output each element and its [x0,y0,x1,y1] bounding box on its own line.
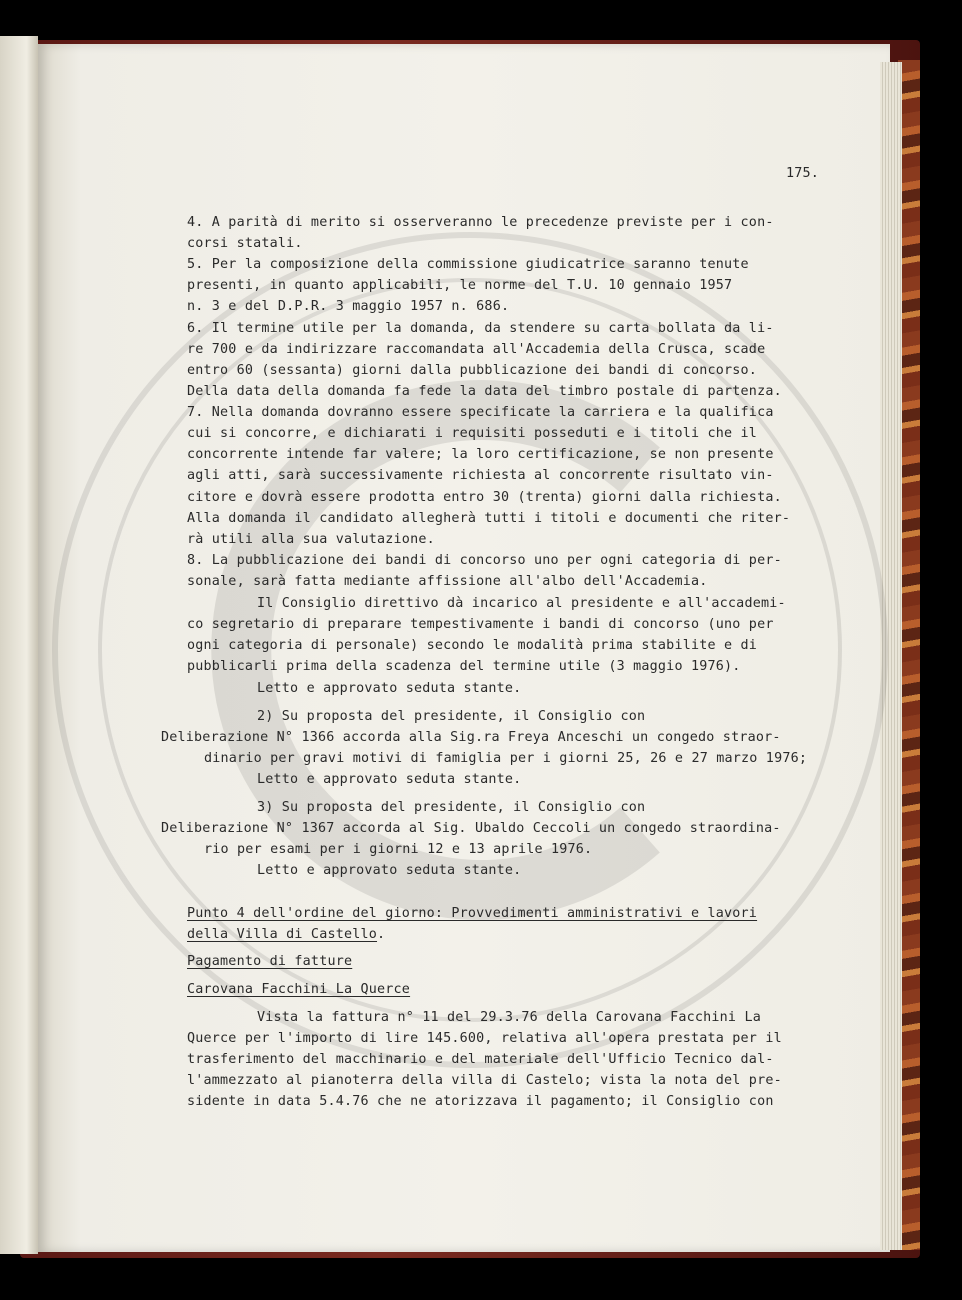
text-line: Della data della domanda fa fede la data del timbro postale di partenza. [187,384,782,399]
text-line: l'ammezzato al pianoterra della villa di Castelo; vista la nota del pre- [187,1073,782,1088]
text-line: 2) Su proposta del presidente, il Consiglio con [257,709,646,724]
text-line: 6. Il termine utile per la domanda, da stendere su carta bollata da li- [187,321,774,336]
text-line: 5. Per la composizione della commissione giudicatrice saranno tenute [187,257,749,272]
text-line: Deliberazione N° 1366 accorda alla Sig.ra Freya Anceschi un congedo straor- [161,730,781,745]
text-line: Deliberazione N° 1367 accorda al Sig. Ubaldo Ceccoli un congedo straordina- [161,821,781,836]
text-line: presenti, in quanto applicabili, le norme del T.U. 10 gennaio 1957 [187,278,733,293]
section-heading-cont [187,924,385,945]
text-line: corsi statali. [187,236,303,251]
text-line: re 700 e da indirizzare raccomandata all'Accademia della Crusca, scade [187,342,766,357]
text-line: 3) Su proposta del presidente, il Consiglio con [257,800,646,815]
section-heading-underlined: della Villa di Castello [187,927,378,942]
subheading-payments: Pagamento di fatture [187,954,353,969]
text-line: sonale, sarà fatta mediante affissione all'albo dell'Accademia. [187,574,708,589]
text-line: concorrente intende far valere; la loro certificazione, se non presente [187,447,774,462]
subheading-carovana: Carovana Facchini La Querce [187,982,411,997]
text-line: dinario per gravi motivi di famiglia per i giorni 25, 26 e 27 marzo 1976; [204,751,808,766]
text-line: pubblicarli prima della scadenza del termine utile (3 maggio 1976). [187,659,741,674]
text-line: Letto e approvato seduta stante. [257,772,522,787]
text-line: Letto e approvato seduta stante. [257,863,522,878]
text-line: 7. Nella domanda dovranno essere specificate la carriera e la qualifica [187,405,774,420]
text-line: trasferimento del macchinario e del materiale dell'Ufficio Tecnico dal- [187,1052,774,1067]
left-page-edge [0,36,38,1254]
text-line: Querce per l'importo di lire 145.600, relativa all'opera prestata per il [187,1031,782,1046]
text-line: Vista la fattura n° 11 del 29.3.76 della Carovana Facchini La [257,1010,761,1025]
section-heading: Punto 4 dell'ordine del giorno: Provvedimenti amministrativi e lavori [187,906,758,921]
text-line: agli atti, sarà successivamente richiesta al concorrente risultato vin- [187,468,774,483]
text-line: 4. A parità di merito si osserveranno le precedenze previste per i con- [187,215,774,230]
text-line: Letto e approvato seduta stante. [257,681,522,696]
text-line: 8. La pubblicazione dei bandi di concorso uno per ogni categoria di per- [187,553,782,568]
text-line: sidente in data 5.4.76 che ne atorizzava il pagamento; il Consiglio con [187,1094,774,1109]
text-line: Il Consiglio direttivo dà incarico al presidente e all'accademi- [257,596,786,611]
text-line: entro 60 (sessanta) giorni dalla pubblicazione dei bandi di concorso. [187,363,758,378]
text-line: citore e dovrà essere prodotta entro 30 (trenta) giorni dalla richiesta. [187,490,782,505]
text-line: cui si concorre, e dichiarati i requisiti posseduti e i titoli che il [187,426,758,441]
page-number: 175. [786,166,820,181]
text-line: n. 3 e del D.P.R. 3 maggio 1957 n. 686. [187,299,510,314]
text-line: co segretario di preparare tempestivamente i bandi di concorso (uno per [187,617,774,632]
page-stack-edge [880,62,902,1250]
text-line: Alla domanda il candidato allegherà tutti i titoli e documenti che riter- [187,511,791,526]
text-line: ogni categoria di personale) secondo le modalità prima stabilite e di [187,638,758,653]
section-heading-period: . [377,927,386,942]
text-line: rio per esami per i giorni 12 e 13 aprile 1976. [204,842,593,857]
text-line: rà utili alla sua valutazione. [187,532,435,547]
